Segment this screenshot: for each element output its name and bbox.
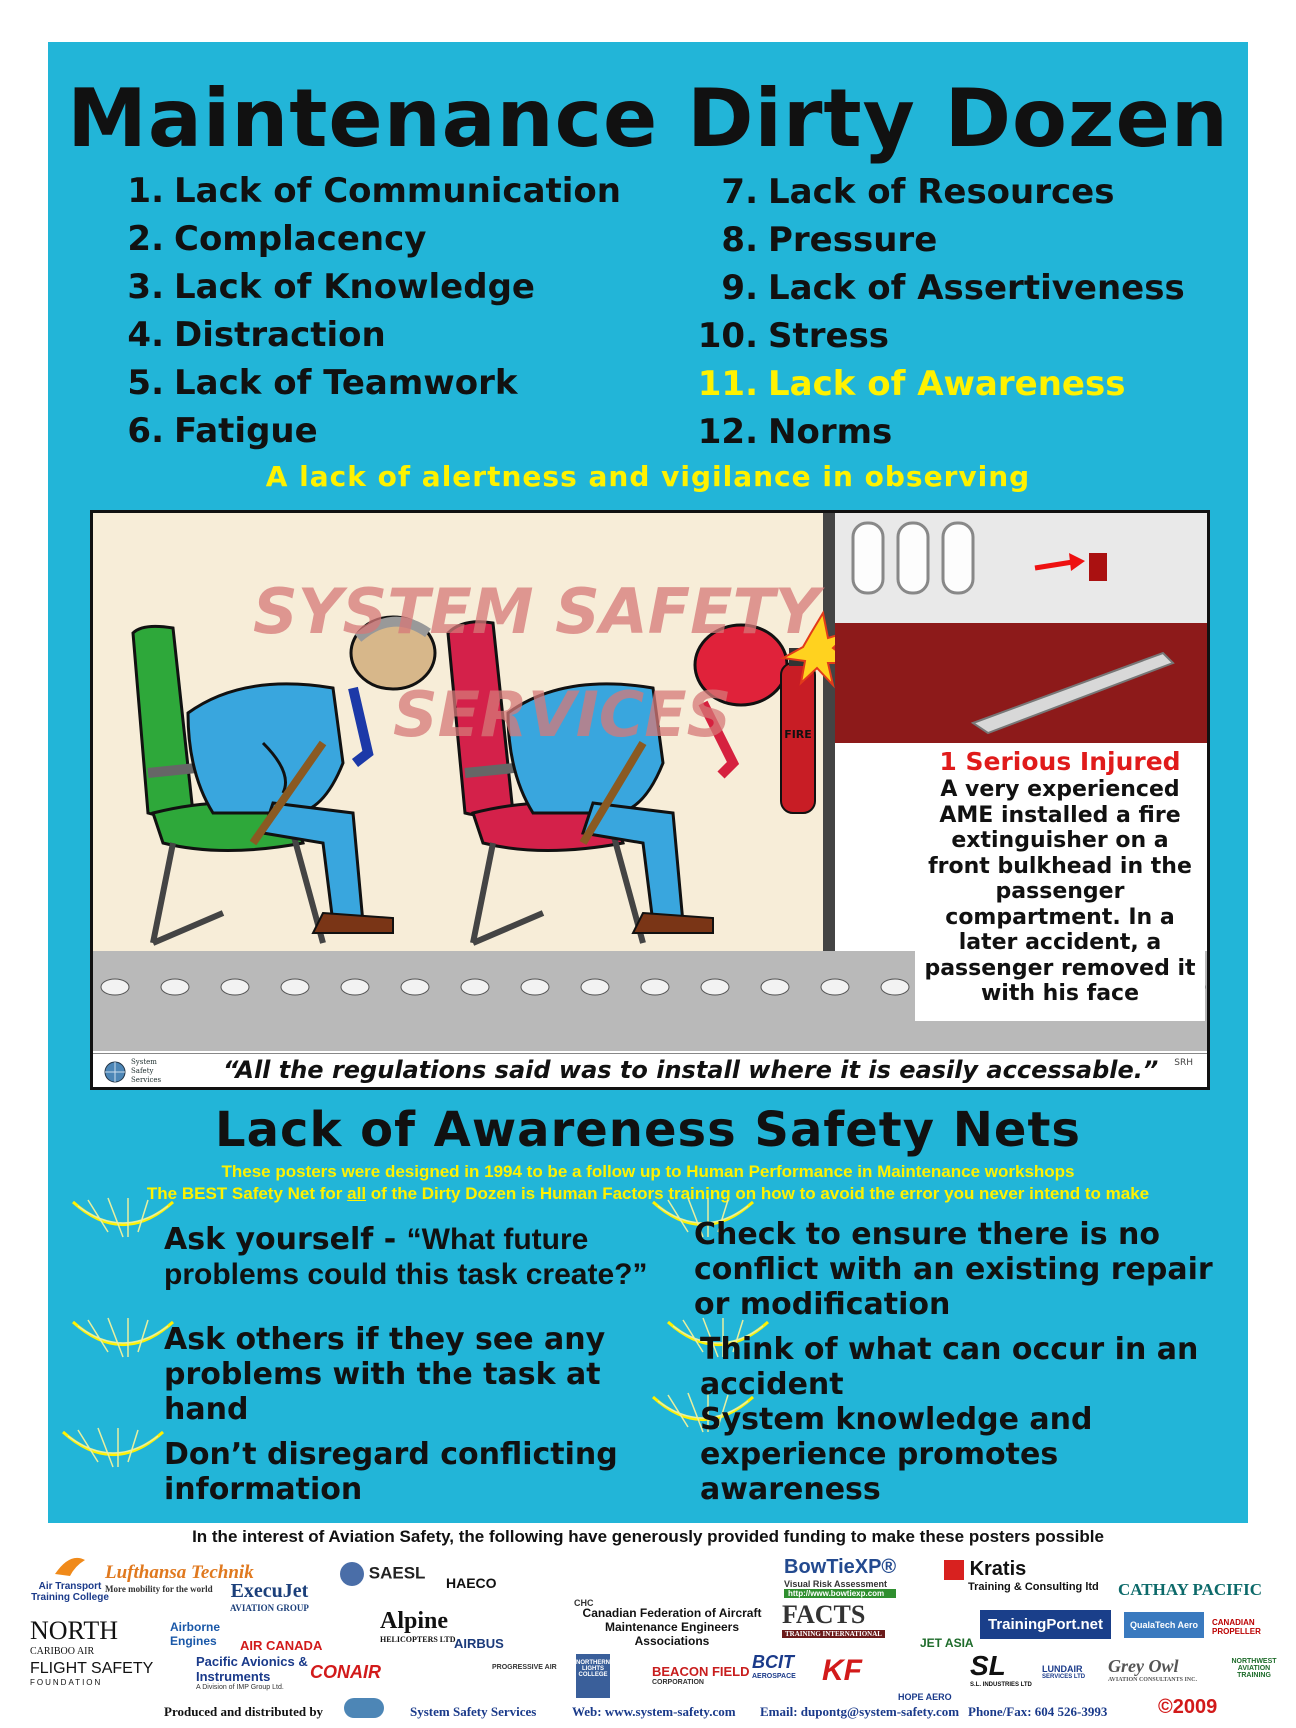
produced-by-label: Produced and distributed by — [164, 1704, 324, 1719]
sponsor-hope-aero: HOPE AERO — [898, 1692, 952, 1702]
tip-ask-others: Ask others if they see any problems with the task at hand — [164, 1322, 606, 1427]
sponsor-trainingport: TrainingPort.net — [980, 1610, 1111, 1639]
sponsor-north-cariboo: NORTH CARIBOO AIR — [30, 1616, 118, 1657]
sponsor-bowtiexp: BowTieXP® Visual Risk Assessment http://www.bowtiexp.com — [784, 1556, 897, 1598]
logo-text: System Safety Services — [131, 1058, 162, 1084]
company-name: System Safety Services — [410, 1704, 537, 1719]
sponsor-flight-safety: FLIGHT SAFETY FOUNDATION — [30, 1660, 154, 1687]
sponsor-northern-lights: NORTHERN LIGHTS COLLEGE — [576, 1654, 610, 1698]
item-number: 1. — [127, 171, 164, 211]
list-item — [112, 171, 621, 219]
website[interactable]: Web: www.system-safety.com — [572, 1704, 736, 1719]
globe-icon — [103, 1060, 127, 1084]
cartoon-illustration — [90, 510, 1210, 1090]
item-number: 4. — [127, 315, 164, 355]
list-item — [112, 315, 621, 363]
kratis-logo-icon — [944, 1560, 964, 1580]
poster-panel — [48, 42, 1248, 1523]
watermark-line-1: SYSTEM SAFETY — [253, 575, 820, 648]
safety-nets-title: Lack of Awareness Safety Nets — [215, 1102, 1081, 1158]
sponsor-sl-industries: SL S.L. INDUSTRIES LTD — [970, 1650, 1032, 1688]
item-number: 12. — [697, 412, 758, 452]
dirty-dozen-list-right — [688, 172, 1185, 460]
sponsor-canadian-propeller: CANADIAN PROPELLER — [1212, 1618, 1261, 1636]
sponsor-cfamea: Canadian Federation of Aircraft Maintenance Engineers Associations — [582, 1606, 762, 1648]
sponsor-conair: CONAIR — [310, 1662, 381, 1682]
globe-icon — [344, 1698, 384, 1718]
sponsor-progressive-air: PROGRESSIVE AIR — [492, 1664, 557, 1671]
atc-logo-icon — [50, 1552, 90, 1578]
tip-conflicting-information: Don’t disregard conflicting information — [164, 1437, 618, 1507]
list-item — [112, 363, 621, 411]
sponsor-cathay-pacific: CATHAY PACIFIC — [1118, 1580, 1263, 1599]
sponsor-pacific-avionics: Pacific Avionics & Instruments A Division of IMP Group Ltd. — [196, 1654, 308, 1691]
sponsor-airborne-engines: Airborne Engines — [170, 1620, 221, 1648]
sponsor-haeco: HAECO — [446, 1575, 497, 1591]
list-item — [112, 267, 621, 315]
safety-net-icon — [58, 1422, 168, 1482]
item-number: 7. — [721, 172, 758, 212]
item-label: Lack of Assertiveness — [768, 268, 1185, 308]
sponsor-bcit: BCIT AEROSPACE — [752, 1652, 796, 1680]
tip-system-knowledge: System knowledge and experience promotes awareness — [700, 1402, 1093, 1507]
item-number: 6. — [127, 411, 164, 451]
sponsor-beacon-field: BEACON FIELD CORPORATION — [652, 1664, 750, 1686]
injury-title: 1 Serious Injured — [939, 747, 1181, 776]
tip-check-conflict: Check to ensure there is no conflict with an existing repair or modification — [694, 1217, 1213, 1322]
item-label: Lack of Teamwork — [174, 363, 518, 403]
item-label: Pressure — [768, 220, 938, 260]
item-label: Fatigue — [174, 411, 318, 451]
funding-statement: In the interest of Aviation Safety, the following have generously provided funding to make these posters possible — [192, 1527, 1104, 1546]
fire-label: FIRE — [784, 728, 812, 741]
item-number: 3. — [127, 267, 164, 307]
sponsor-jet-asia: JET ASIA — [920, 1636, 974, 1650]
item-number: 8. — [721, 220, 758, 260]
bulkhead — [823, 513, 835, 953]
list-item — [688, 412, 1185, 460]
item-label: Stress — [768, 316, 890, 356]
dirty-dozen-list-left — [112, 171, 621, 459]
awareness-definition: A lack of alertness and vigilance in observing — [265, 460, 1031, 493]
system-safety-logo — [101, 1056, 181, 1088]
item-label: Lack of Awareness — [768, 364, 1126, 404]
sponsor-atc: Air Transport Training College — [30, 1552, 110, 1603]
list-item — [688, 316, 1185, 364]
sponsor-lufthansa: Lufthansa Technik More mobility for the world — [105, 1562, 254, 1594]
list-item — [688, 220, 1185, 268]
safety-net-icon — [68, 1192, 178, 1252]
injury-description: A very experienced AME installed a fire extinguisher on a front bulkhead in the passenger compartment. In a later accident, a passenger removed it with his face — [924, 777, 1196, 1006]
item-number: 11. — [697, 364, 758, 404]
saesl-logo-icon — [340, 1562, 364, 1586]
artist-mark: SRH — [1174, 1058, 1193, 1068]
item-label: Lack of Communication — [174, 171, 621, 211]
safety-net-icon — [68, 1312, 178, 1372]
regulation-quote: “All the regulations said was to install where it is easily accessable.” — [223, 1056, 1159, 1084]
safety-nets-subtitle-2: The BEST Safety Net for all of the Dirty Dozen is Human Factors training on how to avoid the error you never intend to make — [146, 1184, 1150, 1203]
item-number: 10. — [697, 316, 758, 356]
sponsor-saesl: SAESL — [340, 1562, 425, 1586]
sponsor-grey-owl: Grey Owl AVIATION CONSULTANTS INC. — [1108, 1656, 1197, 1683]
poster-title: Maintenance Dirty Dozen — [67, 72, 1229, 165]
sponsor-facts: FACTS TRAINING INTERNATIONAL — [782, 1600, 885, 1638]
sponsor-execujet: ExecuJet AVIATION GROUP — [230, 1580, 309, 1613]
item-number: 9. — [721, 268, 758, 308]
phone-fax: Phone/Fax: 604 526-3993 — [968, 1704, 1108, 1719]
list-item — [112, 411, 621, 459]
list-item — [688, 172, 1185, 220]
watermark-line-2: SERVICES — [393, 678, 732, 751]
tip-ask-yourself: Ask yourself - “What future problems could this task create?” — [164, 1222, 648, 1291]
item-label: Lack of Knowledge — [174, 267, 535, 307]
sponsor-kf: KF — [822, 1654, 862, 1687]
sponsor-qualatech: QualaTech Aero — [1124, 1612, 1204, 1638]
sponsor-airbus: AIRBUS — [454, 1636, 504, 1651]
item-label: Complacency — [174, 219, 427, 259]
item-label: Lack of Resources — [768, 172, 1115, 212]
quote-strip — [93, 1053, 1207, 1090]
incident-photo — [835, 513, 1207, 743]
sponsor-lundair: LUNDAIR SERVICES LTD — [1042, 1664, 1086, 1680]
item-number: 2. — [127, 219, 164, 259]
sponsor-kratis: Kratis Training & Consulting ltd — [944, 1558, 1099, 1593]
sponsor-northwest-aviation: NORTHWEST AVIATION TRAINING — [1231, 1658, 1277, 1679]
tip-think-accident: Think of what can occur in an accident — [700, 1332, 1199, 1402]
list-item-highlighted — [688, 364, 1185, 412]
item-label: Distraction — [174, 315, 386, 355]
item-number: 5. — [127, 363, 164, 403]
list-item — [112, 219, 621, 267]
email[interactable]: Email: dupontg@system-safety.com — [760, 1704, 960, 1719]
sponsor-chc: CHC — [574, 1598, 594, 1608]
safety-nets-subtitle-1: These posters were designed in 1994 to be a follow up to Human Performance in Maintenance workshops — [221, 1162, 1075, 1181]
injury-caption — [915, 745, 1205, 1021]
item-label: Norms — [768, 412, 893, 452]
sponsor-alpine: Alpine HELICOPTERS LTD — [380, 1608, 456, 1644]
sponsor-air-canada: AIR CANADA — [240, 1638, 323, 1653]
list-item — [688, 268, 1185, 316]
copyright: ©2009 — [1158, 1696, 1218, 1718]
